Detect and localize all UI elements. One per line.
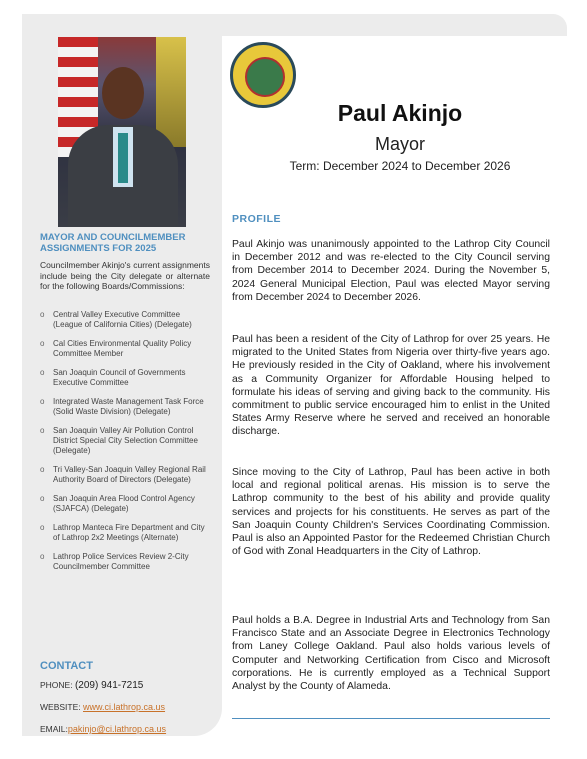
list-item-text: Integrated Waste Management Task Force (Solid Waste Division) (Delegate) — [53, 397, 204, 416]
list-item-text: San Joaquin Council of Governments Executive Committee — [53, 368, 186, 387]
assignments-heading — [40, 232, 210, 254]
list-item-text: Central Valley Executive Committee (League of California Cities) (Delegate) — [53, 310, 192, 329]
city-seal-logo — [230, 42, 296, 108]
header-band — [222, 14, 567, 36]
list-item — [40, 426, 210, 456]
list-item-text: Tri Valley-San Joaquin Valley Regional Rail Authority Board of Directors (Delegate) — [53, 465, 206, 484]
website-link[interactable]: www.ci.lathrop.ca.us — [83, 702, 166, 712]
phone-number: (209) 941-7215 — [74, 680, 144, 691]
head-graphic — [102, 67, 144, 119]
profile-paragraph: Paul Akinjo was unanimously appointed to the Lathrop City Council in December 2012 and was re-elected to the City Council serving from December 2014 to December 2024. During the November 5, 2024 General Municipal Election, Paul was elected Mayor serving from December 2024 to December 2026. — [232, 239, 550, 303]
bullet-icon: o — [40, 310, 45, 319]
profile-paragraph: Paul holds a B.A. Degree in Industrial Arts and Technology from San Francisco State and an Associate Degree in Electronics Technology from Laney College Oakland. Paul also holds various levels of Computer and Networking Certification from Cisco and Microsoft corporations. He is currently employed as a Technical Support Analyst by the County of Alameda. — [232, 615, 550, 693]
email-line — [40, 724, 166, 734]
profile-paragraph: Paul has been a resident of the City of Lathrop for over 25 years. He migrated to the United States from Nigeria over thirty-five years ago. He previously resided in the City of Oakland, where his involvement as a Community Organizer for Affordable Housing helped to formulate his ideas of serving and giving back to the community. His commitment to public service encouraged him to enlist in the United States Army Reserve where he served and received an honorable discharge. — [232, 334, 550, 438]
list-item-text: Lathrop Manteca Fire Department and City of Lathrop 2x2 Meetings (Alternate) — [53, 523, 205, 542]
list-item-text: Cal Cities Environmental Quality Policy Committee Member — [53, 339, 192, 358]
contact-heading: CONTACT — [40, 660, 93, 672]
assignments-intro: Councilmember Akinjo's current assignments include being the City delegate or alternate for the following Boards/Commissions: — [40, 260, 210, 291]
website-line — [40, 702, 165, 712]
email-label: EMAIL: — [40, 724, 68, 734]
bullet-icon: o — [40, 368, 45, 377]
list-item — [40, 339, 210, 359]
phone-line — [40, 680, 143, 691]
bullet-icon: o — [40, 339, 45, 348]
assignments-heading-line2: ASSIGNMENTS FOR 2025 — [40, 243, 157, 254]
mayor-photo — [58, 37, 186, 227]
role-title: Mayor — [374, 134, 425, 154]
website-label: WEBSITE: — [40, 702, 81, 712]
list-item — [40, 523, 210, 543]
list-item — [40, 310, 210, 330]
list-item-text: San Joaquin Area Flood Control Agency (SJAFCA) (Delegate) — [53, 494, 195, 513]
profile-paragraph: Since moving to the City of Lathrop, Paul has been active in both local and regional political arenas. His mission is to serve the Lathrop community to the best of his ability and provide quality services and projects for his constituents. He serves as part of the San Joaquin County Children's Services Coordinating Commission. Paul is also an Appointed Pastor for the Redeemed Christian Church of God with Zonal Headquarters in the City of Lathrop. — [232, 467, 550, 558]
term-text: Term: December 2024 to December 2026 — [289, 159, 511, 173]
bullet-icon: o — [40, 465, 45, 474]
divider — [232, 718, 550, 719]
list-item — [40, 397, 210, 417]
list-item-text: San Joaquin Valley Air Pollution Control District Special City Selection Committee (Delegate) — [53, 426, 198, 455]
bullet-icon: o — [40, 397, 45, 406]
assignments-list — [40, 310, 210, 581]
list-item-text: Lathrop Police Services Review 2-City Councilmember Committee — [53, 552, 189, 571]
tie-graphic — [118, 133, 128, 183]
profile-heading: PROFILE — [232, 213, 282, 225]
bullet-icon: o — [40, 426, 45, 435]
seal-emblem — [245, 57, 285, 97]
list-item — [40, 465, 210, 485]
assignments-heading-line1: MAYOR AND COUNCILMEMBER — [40, 232, 186, 243]
page-title: Paul Akinjo — [337, 100, 463, 126]
list-item — [40, 368, 210, 388]
bullet-icon: o — [40, 523, 45, 532]
flag-graphic-right — [156, 37, 186, 147]
list-item — [40, 494, 210, 514]
phone-label: PHONE: — [40, 680, 73, 690]
email-link[interactable]: pakinjo@ci.lathrop.ca.us — [67, 724, 167, 734]
bullet-icon: o — [40, 494, 45, 503]
list-item — [40, 552, 210, 572]
bullet-icon: o — [40, 552, 45, 561]
